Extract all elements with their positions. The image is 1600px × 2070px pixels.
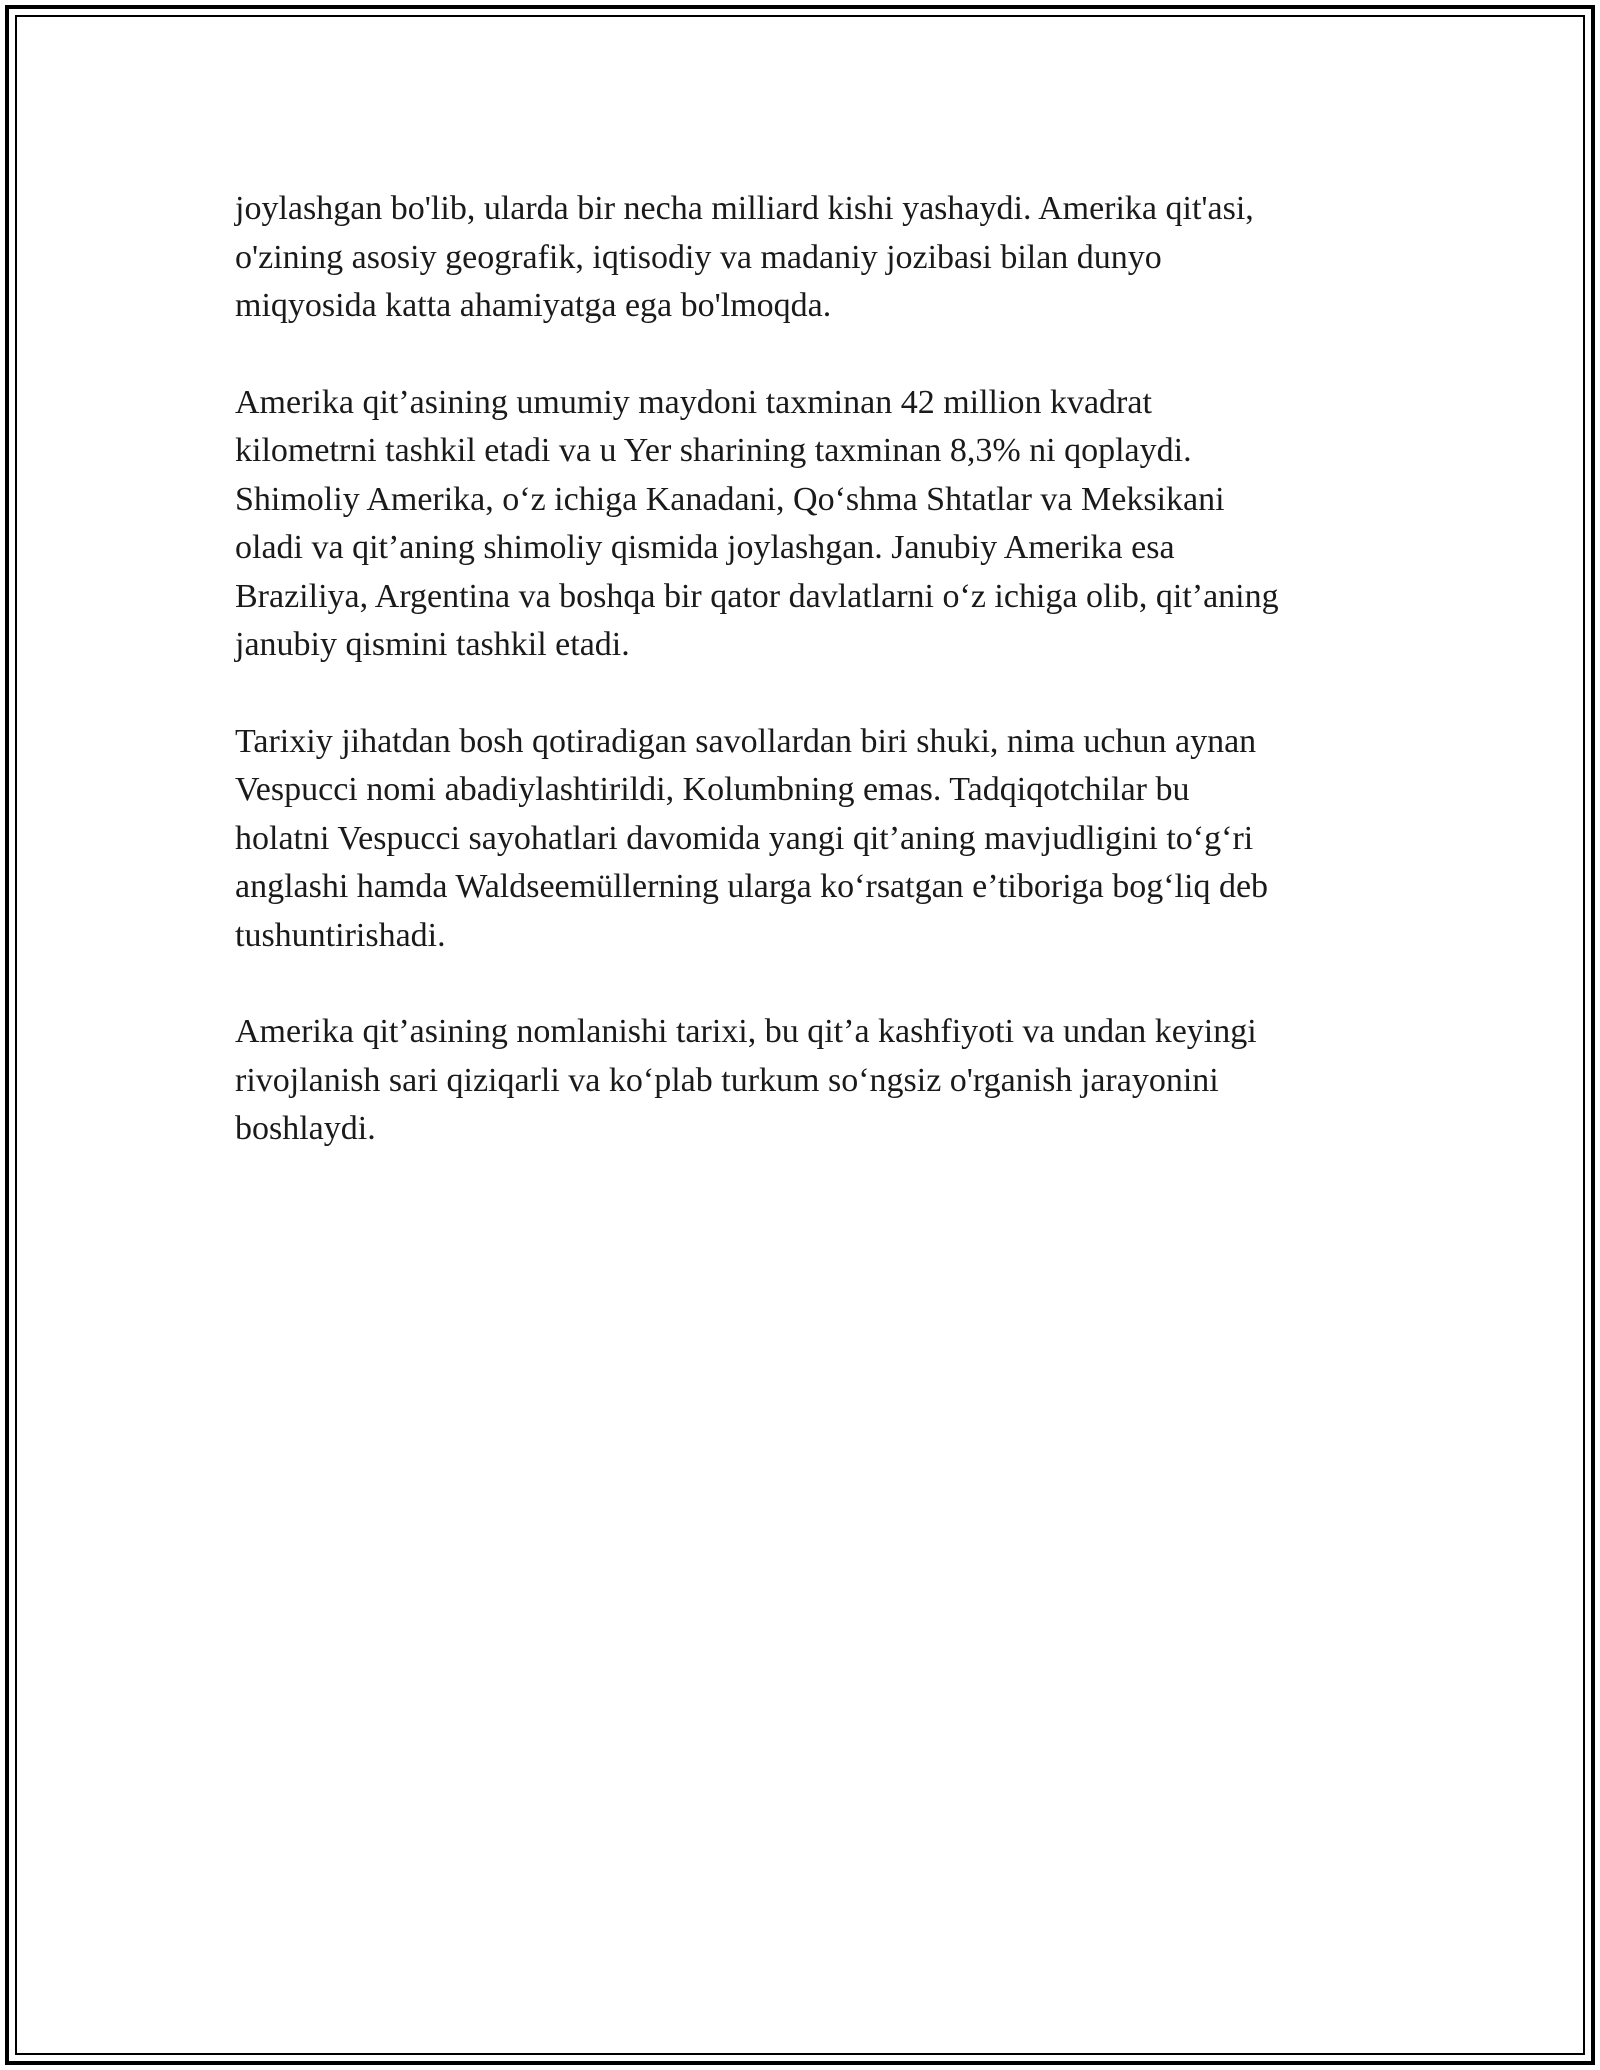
paragraph-1: joylashgan bo'lib, ularda bir necha milliard kishi yashaydi. Amerika qit'asi, o'zining asosiy geografik, iqtisodiy va madaniy jozibasi bilan dunyo miqyosida katta ahamiyatga ega bo'lmoqda. — [235, 190, 1254, 324]
paragraph-4: Amerika qit’asining nomlanishi tarixi, bu qit’a kashfiyoti va undan keyingi rivojlanish sari qiziqarli va ko‘plab turkum so‘ngsiz o'rganish jarayonini boshlaydi. — [235, 1013, 1257, 1147]
paragraph-2: Amerika qit’asining umumiy maydoni taxminan 42 million kvadrat kilometrni tashkil etadi va u Yer sharining taxminan 8,3% ni qoplaydi. Shimoliy Amerika, o‘z ichiga Kanadani, Qo‘shma Shtatlar va Meksikani oladi va qit’aning shimoliy qismida joylashgan. Janubiy Amerika esa Braziliya, Argentina va boshqa bir qator davlatlarni o‘z ichiga olib, qit’aning janubiy qismini tashkil etadi. — [235, 383, 1279, 663]
document-body — [235, 185, 1375, 1202]
paragraph-3: Tarixiy jihatdan bosh qotiradigan savollardan biri shuki, nima uchun aynan Vespucci nomi abadiylashtirildi, Kolumbning emas. Tadqiqotchilar bu holatni Vespucci sayohatlari davomida yangi qit’aning mavjudligini to‘g‘ri anglashi hamda Waldseemüllerning ularga ko‘rsatgan e’tiboriga bog‘liq deb tushuntirishadi. — [235, 722, 1269, 954]
